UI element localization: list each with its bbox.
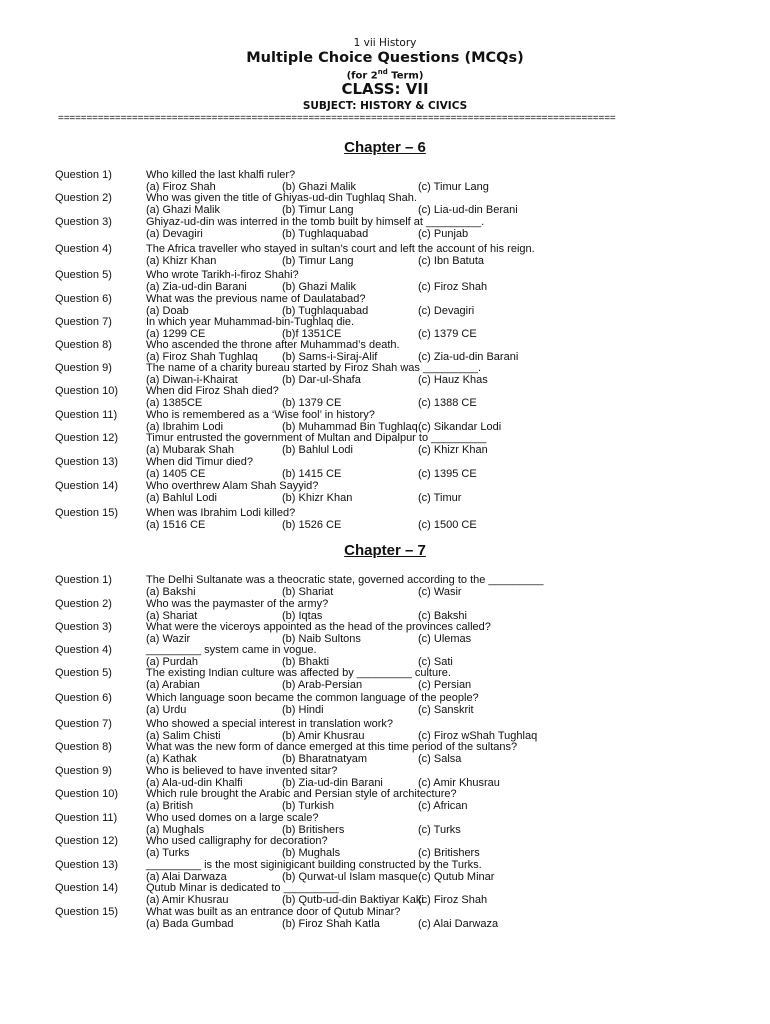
option-a: (a) Bada Gumbad	[146, 918, 234, 930]
option-c: (c) Wasir	[418, 586, 462, 598]
option-a: (a) Doab	[146, 305, 189, 317]
answer-options	[0, 397, 770, 409]
option-b: (b) Naib Sultons	[282, 633, 361, 645]
question-number: Question 8)	[55, 339, 112, 351]
option-c: (c) Zia-ud-din Barani	[418, 351, 519, 363]
question-number: Question 7)	[55, 316, 112, 328]
option-a: (a) Diwan-i-Khairat	[146, 374, 238, 386]
question-text: Qutub Minar is dedicated to _________	[146, 882, 339, 894]
option-b: (b) Iqtas	[282, 610, 323, 622]
option-c: (c) Punjab	[418, 228, 469, 240]
question-number: Question 12)	[55, 432, 118, 444]
question-number: Question 1)	[55, 169, 112, 181]
question-number: Question 4)	[55, 243, 112, 255]
option-a: (a) British	[146, 800, 194, 812]
option-c: (c) Hauz Khas	[418, 374, 488, 386]
option-a: (a) Ala-ud-din Khalfi	[146, 777, 243, 789]
question-text: What was the new form of dance emerged at this time period of the sultans?	[146, 741, 518, 753]
question-number: Question 4)	[55, 644, 112, 656]
question-text: When did Timur died?	[146, 456, 253, 468]
option-c: (c) 1379 CE	[418, 328, 477, 340]
question-number: Question 15)	[55, 507, 118, 519]
option-c: (c) Sati	[418, 656, 453, 668]
question-number: Question 10)	[55, 788, 118, 800]
question-text: _________ system came in vogue.	[146, 644, 317, 656]
class-label: CLASS: VII	[341, 80, 429, 98]
option-a: (a) 1299 CE	[146, 328, 206, 340]
option-a: (a) Wazir	[146, 633, 191, 645]
option-a: (a) Zia-ud-din Barani	[146, 281, 247, 293]
question-text: Timur entrusted the government of Multan and Dipalpur to _________	[146, 432, 487, 444]
option-c: (c) Salsa	[418, 753, 462, 765]
option-a: (a) Mughals	[146, 824, 205, 836]
question-number: Question 1)	[55, 574, 112, 586]
answer-options	[0, 704, 770, 716]
option-a: (a) Mubarak Shah	[146, 444, 235, 456]
question-text: Which rule brought the Arabic and Persian style of architecture?	[146, 788, 457, 800]
question-text: When was Ibrahim Lodi killed?	[146, 507, 296, 519]
option-b: (b) Amir Khusrau	[282, 730, 365, 742]
question-text: The Delhi Sultanate was a theocratic state, governed according to the _________	[146, 574, 544, 586]
question-text: Who used domes on a large scale?	[146, 812, 319, 824]
question-number: Question 2)	[55, 192, 112, 204]
question-text: Who showed a special interest in translation work?	[146, 718, 394, 730]
option-a: (a) Ibrahim Lodi	[146, 421, 224, 433]
option-c: (c) Ulemas	[418, 633, 472, 645]
option-c: (c) Sanskrit	[418, 704, 474, 716]
option-b: (b) Tughlaquabad	[282, 305, 369, 317]
question-text: Who is remembered as a ‘Wise fool’ in history?	[146, 409, 375, 421]
option-b: (b) Hindi	[282, 704, 324, 716]
question-number: Question 12)	[55, 835, 118, 847]
question-number: Question 6)	[55, 293, 112, 305]
answer-options	[0, 444, 770, 456]
option-a: (a) Firoz Shah Tughlaq	[146, 351, 258, 363]
option-b: (b) Ghazi Malik	[282, 281, 356, 293]
question-number: Question 6)	[55, 692, 112, 704]
question-text: What was the previous name of Daulatabad?	[146, 293, 366, 305]
question-text: Who wrote Tarikh-i-firoz Shahi?	[146, 269, 299, 281]
option-a: (a) Purdah	[146, 656, 198, 668]
question-number: Question 9)	[55, 362, 112, 374]
option-b: (b) Tughlaquabad	[282, 228, 369, 240]
question-number: Question 3)	[55, 216, 112, 228]
question-text: In which year Muhammad-bin-Tughlaq die.	[146, 316, 355, 328]
question-text: Who killed the last khalfi ruler?	[146, 169, 296, 181]
option-c: (c) Alai Darwaza	[418, 918, 499, 930]
answer-options	[0, 586, 770, 598]
answer-options	[0, 519, 770, 531]
option-c: (c) African	[418, 800, 468, 812]
answer-options	[0, 679, 770, 691]
question-number: Question 5)	[55, 269, 112, 281]
answer-options	[0, 492, 770, 504]
option-b: (b) Qurwat-ul Islam masque	[282, 871, 418, 883]
option-b: (b) Britishers	[282, 824, 345, 836]
option-b: (b) Qutb-ud-din Baktiyar Kaki	[282, 894, 424, 906]
term-superscript: nd	[377, 68, 388, 76]
answer-options	[0, 281, 770, 293]
question-text: The Africa traveller who stayed in sultan’s court and left the account of his reign.	[146, 243, 535, 255]
question-text: Ghiyaz-ud-din was interred in the tomb built by himself at _________.	[146, 216, 485, 228]
question-text: Who is believed to have invented sitar?	[146, 765, 338, 777]
option-a: (a) Salim Chisti	[146, 730, 221, 742]
subject-label: SUBJECT: HISTORY & CIVICS	[302, 100, 468, 112]
option-b: (b) Bahlul Lodi	[282, 444, 353, 456]
option-a: (a) Shariat	[146, 610, 198, 622]
option-c: (c) Firoz Shah	[418, 894, 488, 906]
answer-options	[0, 305, 770, 317]
option-b: (b) Timur Lang	[282, 204, 354, 216]
separator-line: ==================================================================================================	[58, 113, 616, 124]
option-c: (c) 1500 CE	[418, 519, 477, 531]
option-b: (b) 1379 CE	[282, 397, 342, 409]
question-number: Question 9)	[55, 765, 112, 777]
option-b: (b) Khizr Khan	[282, 492, 353, 504]
question-number: Question 14)	[55, 480, 118, 492]
option-b: (b) Arab-Persian	[282, 679, 363, 691]
question-text: Who ascended the throne after Muhammad’s death.	[146, 339, 400, 351]
option-b: (b)f 1351CE	[282, 328, 342, 340]
option-b: (b) Shariat	[282, 586, 334, 598]
option-c: (c) 1395 CE	[418, 468, 477, 480]
question-text: The name of a charity bureau started by Firoz Shah was _________.	[146, 362, 482, 374]
option-b: (b) Dar-ul-Shafa	[282, 374, 361, 386]
answer-options	[0, 204, 770, 216]
option-c: (c) Qutub Minar	[418, 871, 495, 883]
option-c: (c) Amir Khusrau	[418, 777, 500, 789]
question-number: Question 11)	[55, 409, 118, 421]
answer-options	[0, 847, 770, 859]
option-b: (b) Zia-ud-din Barani	[282, 777, 383, 789]
option-b: (b) Bhakti	[282, 656, 330, 668]
question-number: Question 8)	[55, 741, 112, 753]
option-c: (c) Lia-ud-din Berani	[418, 204, 518, 216]
option-c: (c) Britishers	[418, 847, 480, 859]
option-a: (a) Arabian	[146, 679, 200, 691]
term-prefix: (for 2	[346, 70, 378, 82]
answer-options	[0, 468, 770, 480]
option-b: (b) Mughals	[282, 847, 341, 859]
option-a: (a) 1516 CE	[146, 519, 206, 531]
question-number: Question 14)	[55, 882, 118, 894]
term-suffix: Term)	[387, 70, 424, 82]
question-number: Question 13)	[55, 859, 118, 871]
option-a: (a) Devagiri	[146, 228, 203, 240]
answer-options	[0, 255, 770, 267]
option-a: (a) Khizr Khan	[146, 255, 217, 267]
answer-options	[0, 894, 770, 906]
document-title: Multiple Choice Questions (MCQs)	[246, 50, 524, 66]
question-text: Who was given the title of Ghiyas-ud-din Tughlaq Shah.	[146, 192, 417, 204]
question-text: Who overthrew Alam Shah Sayyid?	[146, 480, 319, 492]
option-b: (b) Ghazi Malik	[282, 181, 356, 193]
option-a: (a) Turks	[146, 847, 190, 859]
option-c: (c) Ibn Batuta	[418, 255, 485, 267]
question-text: What was built as an entrance door of Qutub Minar?	[146, 906, 401, 918]
option-a: (a) 1405 CE	[146, 468, 206, 480]
question-number: Question 13)	[55, 456, 118, 468]
option-b: (b) 1415 CE	[282, 468, 342, 480]
answer-options	[0, 228, 770, 240]
question-text: _________ is the most siginigicant building constructed by the Turks.	[146, 859, 482, 871]
option-c: (c) Khizr Khan	[418, 444, 488, 456]
option-c: (c) Firoz wShah Tughlaq	[418, 730, 538, 742]
option-c: (c) Firoz Shah	[418, 281, 488, 293]
question-text: What were the viceroys appointed as the head of the provinces called?	[146, 621, 491, 633]
question-number: Question 5)	[55, 667, 112, 679]
option-b: (b) Sams-i-Siraj-Alif	[282, 351, 378, 363]
question-number: Question 11)	[55, 812, 118, 824]
answer-options	[0, 800, 770, 812]
option-c: (c) Sikandar Lodi	[418, 421, 502, 433]
question-text: The existing Indian culture was affected by _________ culture.	[146, 667, 451, 679]
option-a: (a) Kathak	[146, 753, 197, 765]
option-b: (b) Bharatnatyam	[282, 753, 367, 765]
option-a: (a) Firoz Shah	[146, 181, 216, 193]
option-a: (a) 1385CE	[146, 397, 203, 409]
question-number: Question 2)	[55, 598, 112, 610]
question-number: Question 15)	[55, 906, 118, 918]
page-header: 1 vii History	[353, 37, 417, 49]
option-c: (c) Persian	[418, 679, 472, 691]
option-a: (a) Bahlul Lodi	[146, 492, 217, 504]
chapter-heading: Chapter – 6	[344, 139, 426, 156]
question-text: Who used calligraphy for decoration?	[146, 835, 328, 847]
option-c: (c) Bakshi	[418, 610, 467, 622]
question-number: Question 10)	[55, 385, 118, 397]
option-b: (b) Firoz Shah Katla	[282, 918, 380, 930]
option-b: (b) Muhammad Bin Tughlaq	[282, 421, 418, 433]
answer-options	[0, 633, 770, 645]
answer-options	[0, 753, 770, 765]
option-a: (a) Amir Khusrau	[146, 894, 229, 906]
option-c: (c) Devagiri	[418, 305, 475, 317]
option-b: (b) 1526 CE	[282, 519, 342, 531]
option-c: (c) Timur Lang	[418, 181, 489, 193]
option-a: (a) Bakshi	[146, 586, 196, 598]
option-a: (a) Ghazi Malik	[146, 204, 220, 216]
question-text: Which language soon became the common language of the people?	[146, 692, 479, 704]
option-c: (c) 1388 CE	[418, 397, 477, 409]
option-b: (b) Turkish	[282, 800, 334, 812]
option-c: (c) Turks	[418, 824, 461, 836]
question-text: When did Firoz Shah died?	[146, 385, 279, 397]
option-a: (a) Alai Darwaza	[146, 871, 227, 883]
question-number: Question 7)	[55, 718, 112, 730]
option-a: (a) Urdu	[146, 704, 187, 716]
option-b: (b) Timur Lang	[282, 255, 354, 267]
option-c: (c) Timur	[418, 492, 462, 504]
question-text: Who was the paymaster of the army?	[146, 598, 329, 610]
chapter-heading: Chapter – 7	[344, 542, 426, 559]
question-number: Question 3)	[55, 621, 112, 633]
answer-options	[0, 918, 770, 930]
